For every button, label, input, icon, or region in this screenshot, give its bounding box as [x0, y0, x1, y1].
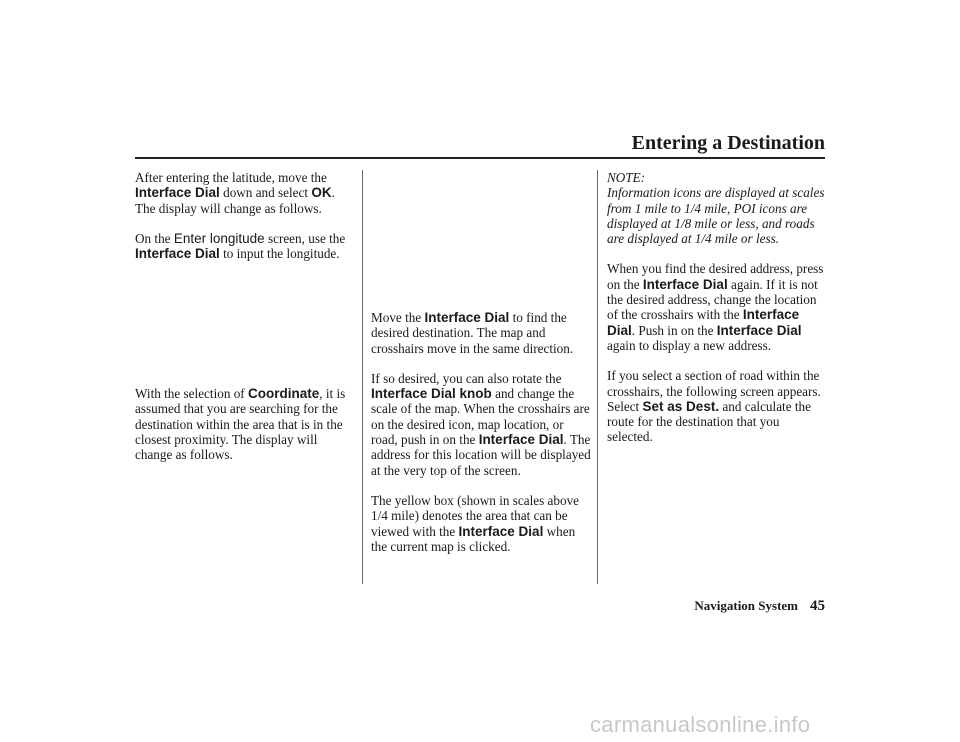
- column-2: [371, 310, 591, 554]
- watermark[interactable]: carmanualsonline.info: [590, 712, 811, 737]
- col1-paragraph-1: [135, 170, 355, 216]
- ui-term: Interface Dial: [424, 310, 510, 325]
- text: to find the desired destination. The map and crosshairs move in the same direction.: [371, 310, 574, 356]
- ui-term: OK: [311, 185, 332, 201]
- ui-term: Interface Dial: [458, 523, 544, 539]
- header-rule: [135, 157, 825, 159]
- text: down and select: [219, 185, 312, 201]
- page-title: Entering a Destination: [631, 132, 825, 154]
- col1-paragraph-2: [135, 231, 355, 262]
- text: If so desired, you can also rotate the: [371, 370, 562, 386]
- column-3: [607, 170, 827, 445]
- text: to input the longitude.: [219, 246, 340, 262]
- text: After entering the latitude, move the: [135, 170, 327, 185]
- text: . Push in on the: [631, 322, 717, 338]
- ui-term: Interface Dial knob: [371, 386, 492, 402]
- text: When you find the desired address, press on the: [607, 261, 824, 292]
- text: . The display will change as follows.: [135, 185, 335, 216]
- ui-term: Interface Dial: [642, 276, 728, 292]
- col2-paragraph-2: [371, 371, 591, 478]
- text: and calculate the route for the destination that you selected.: [607, 398, 811, 445]
- col2-paragraph-3: [371, 493, 591, 554]
- text: If you select a section of road within the crosshairs, the following screen appears. Select: [607, 368, 821, 414]
- text: when the current map is clicked.: [371, 523, 576, 554]
- note-heading: NOTE:: [607, 170, 646, 185]
- page-footer: [600, 598, 825, 615]
- ui-term: Interface Dial: [607, 307, 800, 338]
- page-number: 45: [810, 598, 825, 614]
- text: . The address for this location will be displayed at the very top of the screen.: [371, 432, 591, 478]
- col3-paragraph-1: [607, 261, 827, 353]
- note-body: Information icons are displayed at scales from 1 mile to 1/4 mile, POI icons are displayed at 1/8 mile or less, and roads are displayed at 1/4 mile or less.: [607, 185, 825, 247]
- text: and change the scale of the map. When the crosshairs are on the desired icon, map location, or road, push in on the: [371, 386, 590, 448]
- ui-term: Coordinate: [248, 386, 320, 401]
- col2-paragraph-1: [371, 310, 591, 356]
- text: The yellow box (shown in scales above 1/4 mile) denotes the area that can be viewed with the: [371, 492, 580, 539]
- ui-term: Interface Dial: [478, 432, 564, 448]
- col1-paragraph-3: [135, 386, 355, 462]
- ui-term: Interface Dial: [135, 246, 220, 262]
- footer-section: Navigation System: [694, 598, 798, 613]
- text: , it is assumed that you are searching for the destination within the area that is in the closest proximity. The display will change as follows.: [135, 386, 346, 463]
- text: screen, use the: [264, 230, 346, 246]
- text: again to display a new address.: [607, 337, 772, 353]
- text: Move the: [371, 310, 425, 325]
- screen-name: Enter longitude: [173, 230, 265, 246]
- ui-term: Interface Dial: [716, 322, 802, 338]
- ui-term: Interface Dial: [135, 185, 220, 201]
- text: With the selection of: [135, 386, 248, 401]
- ui-term: Set as Dest.: [642, 398, 720, 414]
- column-divider-1: [362, 170, 363, 584]
- column-1-lower: [135, 386, 355, 462]
- col3-paragraph-2: [607, 368, 827, 444]
- text: again. If it is not the desired address, change the location of the crosshairs with the: [607, 276, 818, 323]
- column-1: [135, 170, 355, 261]
- text: On the: [135, 230, 174, 246]
- column-divider-2: [597, 170, 598, 584]
